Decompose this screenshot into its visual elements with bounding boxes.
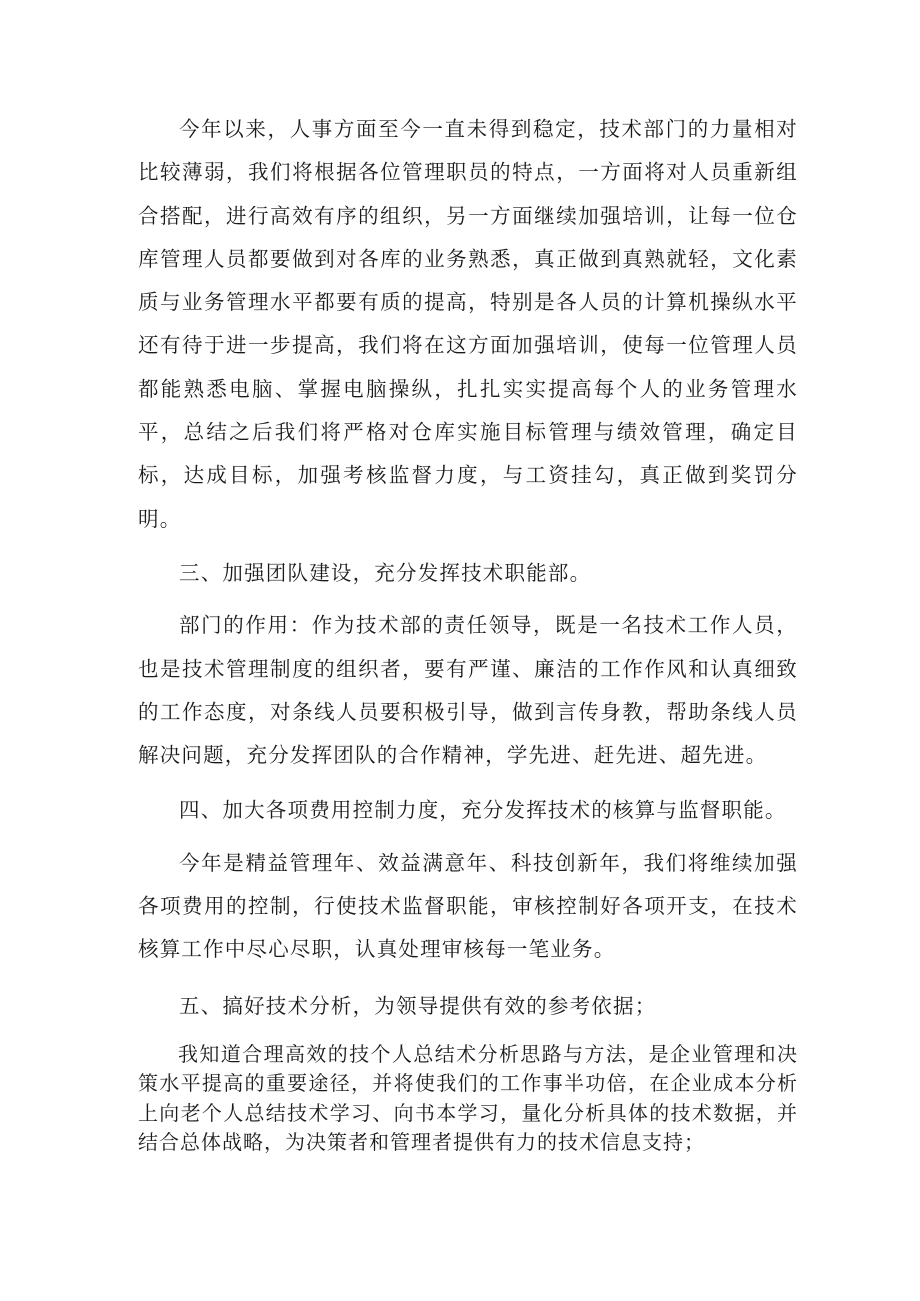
paragraph-technical-analysis: 我知道合理高效的技个人总结术分析思路与方法，是企业管理和决策水平提高的重要途径，并将使我们的工作事半功倍，在企业成本分析上向老个人总结技术学习、向书本学习，量化分析具体的技术数据，并结合总体战略，为决策者和管理者提供有力的技术信息支持；	[138, 1041, 798, 1155]
document-page	[138, 108, 798, 1158]
paragraph-personnel-training: 今年以来，人事方面至今一直未得到稳定，技术部门的力量相对比较薄弱，我们将根据各位管理职员的特点，一方面将对人员重新组合搭配，进行高效有序的组织，另一方面继续加强培训，让每一位仓库管理人员都要做到对各库的业务熟悉，真正做到真熟就轻，文化素质与业务管理水平都要有质的提高，特别是各人员的计算机操纵水平还有待于进一步提高，我们将在这方面加强培训，使每一位管理人员都能熟悉电脑、掌握电脑操纵，扎扎实实提高每个人的业务管理水平，总结之后我们将严格对仓库实施目标管理与绩效管理，确定目标，达成目标，加强考核监督力度，与工资挂勾，真正做到奖罚分明。	[138, 117, 798, 531]
section-heading-technical-analysis: 五、搞好技术分析，为领导提供有效的参考依据；	[179, 993, 657, 1018]
section-heading-team-building: 三、加强团队建设，充分发挥技术职能部。	[179, 560, 592, 585]
paragraph-department-role: 部门的作用：作为技术部的责任领导，既是一名技术工作人员，也是技术管理制度的组织者，要有严谨、廉洁的工作作风和认真细致的工作态度，对条线人员要积极引导，做到言传身教，帮助条线人员解决问题，充分发挥团队的合作精神，学先进、赶先进、超先进。	[138, 613, 798, 768]
paragraph-cost-control: 今年是精益管理年、效益满意年、科技创新年，我们将维续加强各项费用的控制，行使技术监督职能，审核控制好各项开支，在技术核算工作中尽心尽职，认真处理审核每一笔业务。	[138, 850, 798, 962]
section-heading-cost-control: 四、加大各项费用控制力度，充分发挥技术的核算与监督职能。	[179, 798, 787, 823]
